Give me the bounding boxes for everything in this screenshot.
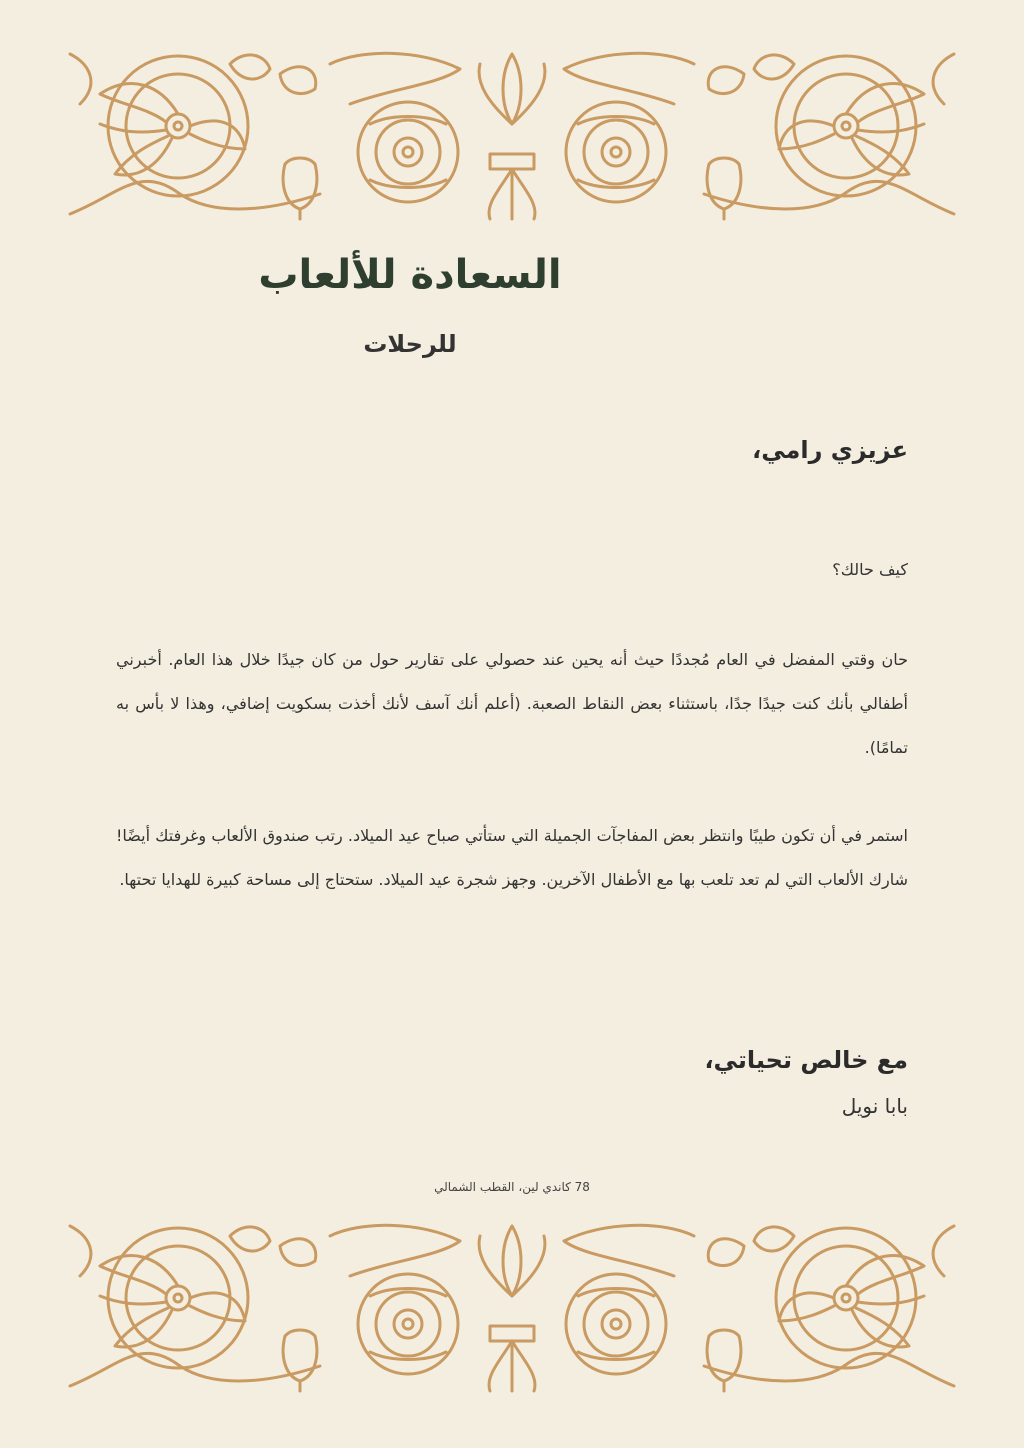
letter-closing: مع خالص تحياتي،	[704, 1046, 908, 1074]
letter-paragraph: حان وقتي المفضل في العام مُجددًا حيث أنه يحين عند حصولي على تقارير حول من كان جيدًا خلال هذا العام. أخبرني أطفالي بأنك كنت جيدًا جدًا، باستثناء بعض النقاط الصعبة. (أعلم أنك آسف لأنك أخذت بسكويت إضافي، وهذا لا بأس به تمامًا).	[116, 650, 908, 757]
top-floral-border	[60, 44, 964, 224]
letter-paragraph: كيف حالك؟	[832, 560, 908, 579]
page-subtitle: للرحلات	[363, 330, 457, 358]
letter-paragraph: استمر في أن تكون طيبًا وانتظر بعض المفاجآت الجميلة التي ستأتي صباح عيد الميلاد. رتب صندوق الألعاب وغرفتك أيضًا! شارك الألعاب التي لم تعد تلعب بها مع الأطفال الآخرين. وجهز شجرة عيد الميلاد. ستحتاج إلى مساحة كبيرة للهدايا تحتها.	[116, 826, 908, 889]
bottom-floral-border	[60, 1216, 964, 1396]
footer-address: 78 كاندي لين، القطب الشمالي	[434, 1180, 590, 1194]
letter-signature: بابا نويل	[841, 1094, 908, 1118]
page-title: السعادة للألعاب	[258, 252, 562, 298]
letter-greeting: عزيزي رامي،	[752, 436, 908, 464]
